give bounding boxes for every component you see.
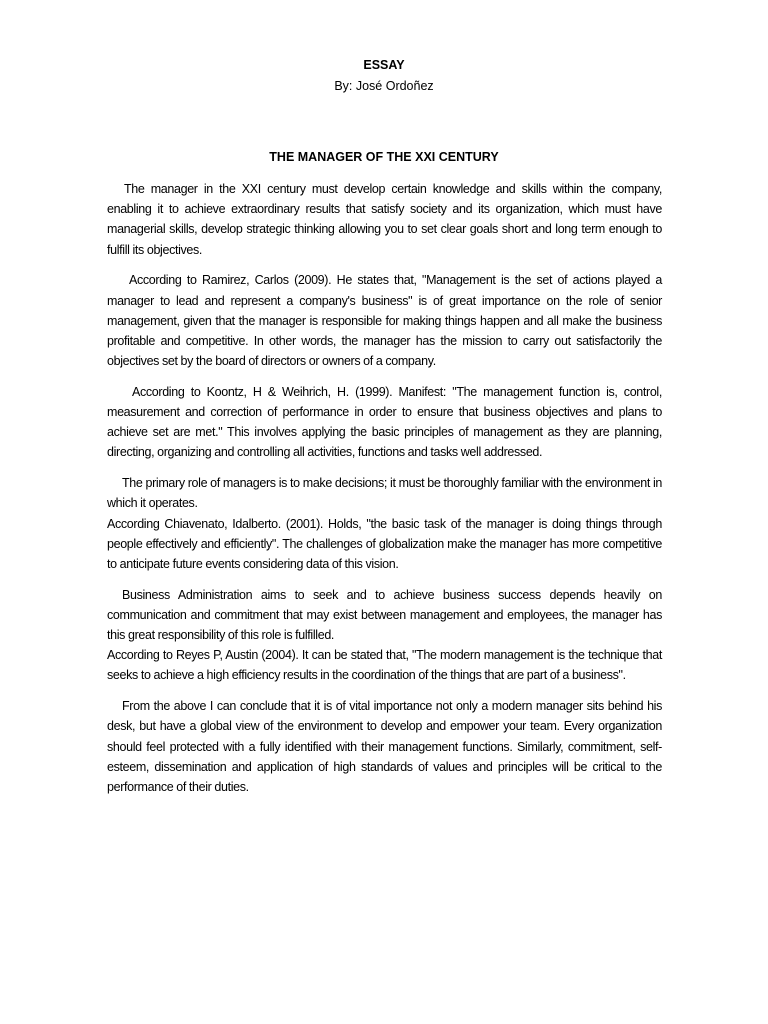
paragraph-2: According to Ramirez, Carlos (2009). He states that, "Management is the set of actions played a manager to lead and represent a company's business" is of great importance on the role of senior management, given that the manager is responsible for making things happen and all make the business profitable and competitive. In other words, the manager has the mission to carry out satisfactorily the objectives set by the board of directors or owners of a company. [107, 273, 662, 369]
paragraph-7: According to Reyes P, Austin (2004). It can be stated that, "The modern management is the technique that seeks to achieve a high efficiency results in the coordination of the things that are part of a business". [107, 648, 662, 683]
paragraph-4: The primary role of managers is to make decisions; it must be thoroughly familiar with the environment in which it operates. [107, 476, 662, 511]
author-line: By: José Ordoñez [334, 79, 434, 93]
paragraph-6: Business Administration aims to seek and to achieve business success depends heavily on communication and commitment that may exist between management and employees, the manager has this great responsibility of this role is fulfilled. [107, 587, 662, 643]
paragraph-1: The manager in the XXI century must develop certain knowledge and skills within the company, enabling it to achieve extraordinary results that satisfy society and its organization, which must have managerial skills, develop strategic thinking allowing you to set clear goals short and long term enough to fulfill its objectives. [107, 182, 662, 257]
article-title: THE MANAGER OF THE XXI CENTURY [269, 150, 499, 164]
paragraph-5: According Chiavenato, Idalberto. (2001). Holds, "the basic task of the manager is doing things through people effectively and efficiently". The challenges of globalization make the manager has more competitive to anticipate future events considering data of this vision. [107, 516, 662, 571]
essay-body [107, 179, 662, 808]
paragraph-8: From the above I can conclude that it is of vital importance not only a modern manager sits behind his desk, but have a global view of the environment to develop and empower your team. Every organization should feel protected with a fully identified with their management functions. Similarly, commitment, self-esteem, dissemination and application of high standards of values and principles will be critical to the performance of their duties. [107, 699, 662, 794]
paragraph-3: According to Koontz, H & Weihrich, H. (1999). Manifest: "The management function is, control, measurement and correction of performance in order to ensure that business objectives and plans to achieve set are met." This involves applying the basic principles of management as they are planning, directing, organizing and controlling all activities, functions and tasks well addressed. [107, 384, 662, 460]
essay-heading: ESSAY [363, 58, 405, 72]
